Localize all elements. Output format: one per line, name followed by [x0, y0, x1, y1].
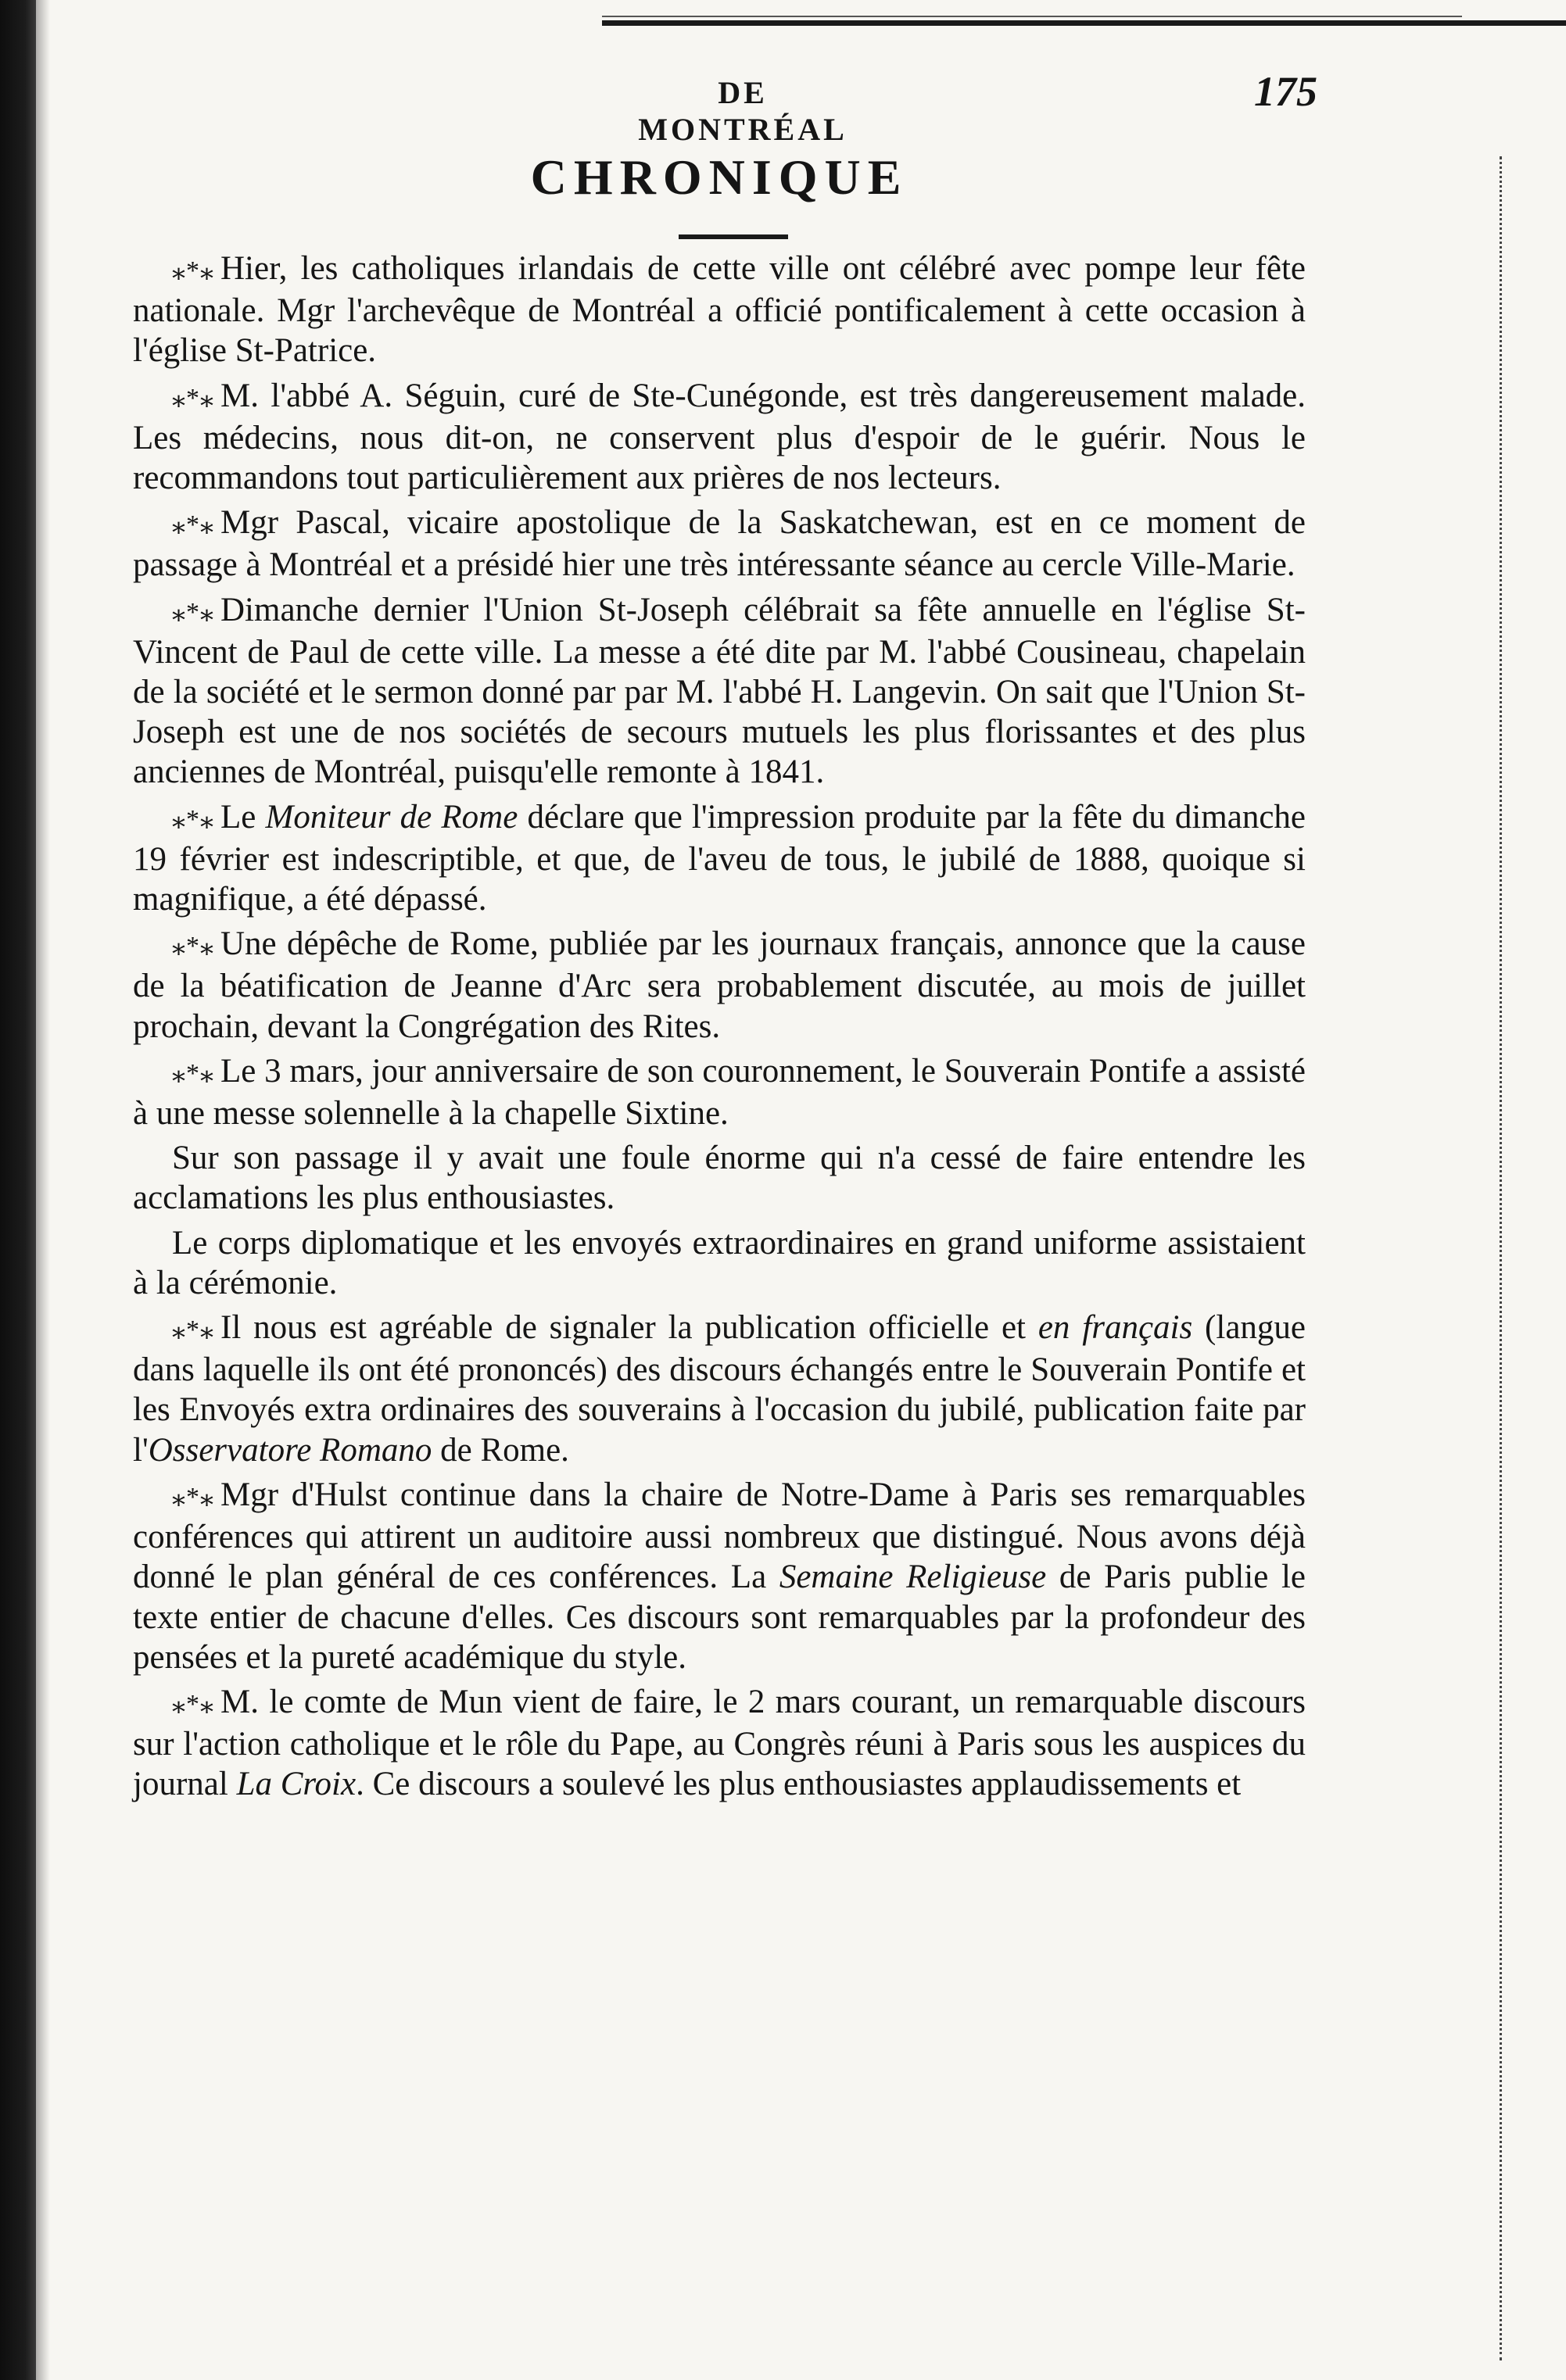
asterism-icon: ⁎*⁎ [172, 1315, 214, 1345]
publication-title: La Croix [236, 1766, 357, 1803]
page-number: 175 [1254, 68, 1317, 115]
emphasis: en français [1037, 1309, 1193, 1347]
top-rule [602, 20, 1566, 26]
paragraph: ⁎*⁎ Le 3 mars, jour anniversaire de son couronnement, le Souverain Pontife a assisté à une messe solennelle à la chapelle Sixtine. [133, 1052, 1306, 1133]
running-head: DE MONTRÉAL [638, 75, 848, 147]
asterism-icon: ⁎*⁎ [172, 932, 214, 961]
asterism-icon: ⁎*⁎ [172, 1058, 214, 1088]
article-body [133, 249, 1306, 1809]
publication-title: Moniteur de Rome [265, 798, 518, 836]
page-edge [1500, 156, 1504, 2360]
asterism-icon: ⁎*⁎ [172, 383, 214, 413]
paragraph: ⁎*⁎ M. le comte de Mun vient de faire, le 2 mars courant, un remarquable discours sur l'action catholique et le rôle du Pape, au Congrès réuni à Paris sous les auspices du journal La Croix. Ce discours a soulevé les plus enthousiastes applaudissements et [133, 1683, 1306, 1803]
paragraph: ⁎*⁎ Mgr d'Hulst continue dans la chaire de Notre-Dame à Paris ses remarquables conférences qui attirent un auditoire aussi nombreux que distingué. Nous avons déjà donné le plan général de ces conférences. La Semaine Religieuse de Paris publie le texte entier de chacune d'elles. Ces discours sont remarquables par la profondeur des pensées et la pureté académique du style. [133, 1476, 1306, 1676]
asterism-icon: ⁎*⁎ [172, 1689, 214, 1719]
asterism-icon: ⁎*⁎ [172, 510, 214, 540]
book-spine-shadow [0, 0, 36, 2380]
paragraph: ⁎*⁎ Il nous est agréable de signaler la publication officielle et en français (langue dans laquelle ils ont été prononcés) des discours échangés entre le Souverain Pontife et les Envoyés extra ordinaires des souverains à l'occasion du jubilé, publication faite par l'Osservatore Romano de Rome. [133, 1309, 1306, 1469]
section-title: CHRONIQUE [530, 149, 908, 205]
publication-title: Osservatore Romano [148, 1431, 432, 1469]
paragraph: ⁎*⁎ Le Moniteur de Rome déclare que l'impression produite par la fête du dimanche 19 février est indescriptible, et que, de l'aveu de tous, le jubilé de 1888, quoique si magnifique, a été dépassé. [133, 798, 1306, 918]
top-rule-thin [602, 16, 1462, 17]
paragraph: Sur son passage il y avait une foule énorme qui n'a cessé de faire entendre les acclamations les plus enthousiastes. [133, 1140, 1306, 1217]
paragraph: ⁎*⁎ Mgr Pascal, vicaire apostolique de la Saskatchewan, est en ce moment de passage à Montréal et a présidé hier une très intéressante séance au cercle Ville-Marie. [133, 504, 1306, 584]
asterism-icon: ⁎*⁎ [172, 256, 214, 285]
asterism-icon: ⁎*⁎ [172, 597, 214, 627]
paragraph: ⁎*⁎ Hier, les catholiques irlandais de cette ville ont célébré avec pompe leur fête nationale. Mgr l'archevêque de Montréal a officié pontificalement à cette occasion à l'église St-Patrice. [133, 250, 1306, 370]
asterism-icon: ⁎*⁎ [172, 1482, 214, 1512]
asterism-icon: ⁎*⁎ [172, 804, 214, 834]
paragraph: ⁎*⁎ Une dépêche de Rome, publiée par les journaux français, annonce que la cause de la béatification de Jeanne d'Arc sera probablement discutée, au mois de juillet prochain, devant la Congrégation des Rites. [133, 925, 1306, 1045]
paragraph: ⁎*⁎ Dimanche dernier l'Union St-Joseph célébrait sa fête annuelle en l'église St-Vincent de Paul de cette ville. La messe a été dite par M. l'abbé Cousineau, chapelain de la société et le sermon donné par par M. l'abbé H. Langevin. On sait que l'Union St-Joseph est une de nos sociétés de secours mutuels les plus florissantes et des plus anciennes de Montréal, puisqu'elle remonte à 1841. [133, 591, 1306, 791]
publication-title: Semaine Religieuse [779, 1559, 1047, 1596]
paragraph: ⁎*⁎ M. l'abbé A. Séguin, curé de Ste-Cunégonde, est très dangereusement malade. Les médecins, nous dit-on, ne conservent plus d'espoir de le guérir. Nous le recommandons tout particulièrement aux prières de nos lecteurs. [133, 377, 1306, 497]
title-rule [679, 234, 788, 239]
paragraph: Le corps diplomatique et les envoyés extraordinaires en grand uniforme assistaient à la cérémonie. [133, 1224, 1306, 1301]
gutter-shadow [36, 0, 50, 2380]
